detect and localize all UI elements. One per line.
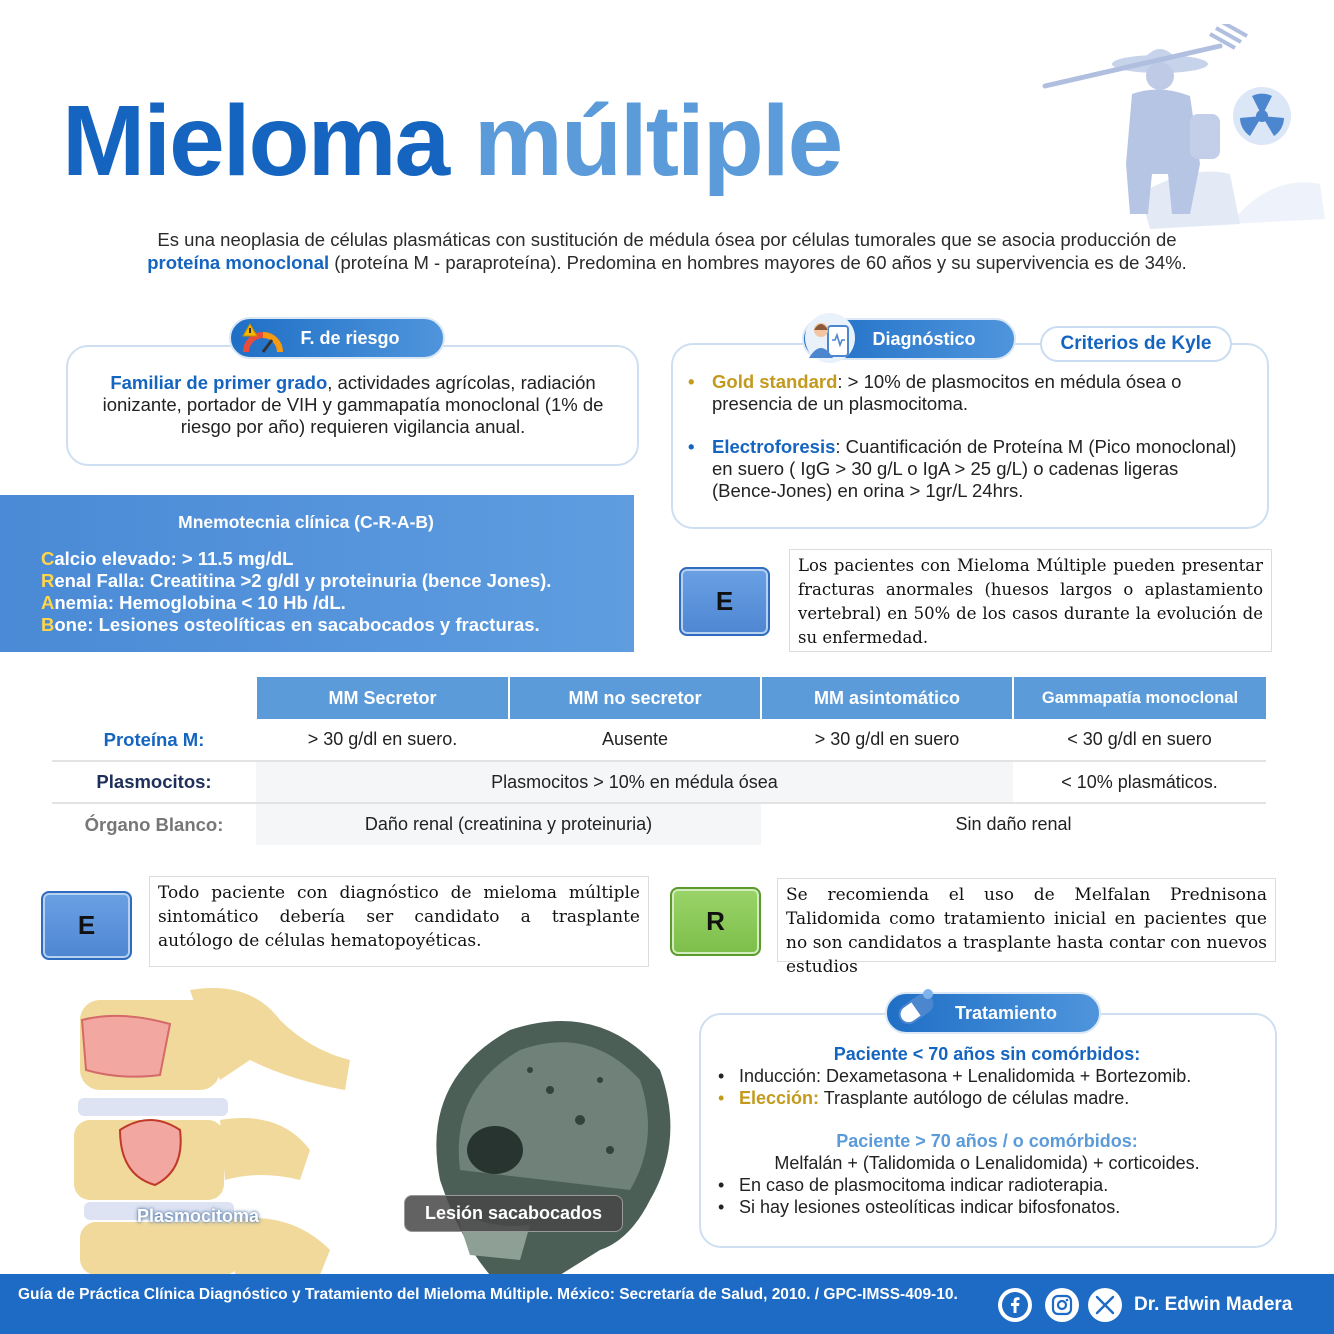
gold-standard-label: Gold standard — [712, 371, 838, 392]
table-row — [52, 803, 1266, 845]
table-corner — [52, 677, 256, 719]
diagnosis-list — [688, 371, 1248, 523]
x-icon[interactable] — [1088, 1288, 1122, 1322]
list-item: • En caso de plasmocitoma indicar radioterapia. — [712, 1174, 1262, 1196]
table-cell: Sin daño renal — [955, 814, 1072, 834]
risk-factors-bold: Familiar de primer grado — [110, 372, 328, 393]
crab-item — [41, 570, 551, 592]
crab-text: one: Lesiones osteolíticas en sacabocados y fracturas. — [54, 614, 540, 635]
table-header: Gammapatía monoclonal — [1013, 677, 1266, 719]
crab-text: alcio elevado: > 11.5 mg/dL — [54, 548, 294, 569]
crab-item — [41, 614, 551, 636]
intro-line-1: Es una neoplasia de células plasmáticas con sustitución de médula ósea por células tumorales que se asocia producción de — [157, 229, 1177, 250]
page-title — [62, 86, 841, 196]
kyle-criteria-pill — [1040, 326, 1232, 362]
crab-item — [41, 592, 551, 614]
evidence-text: Los pacientes con Mieloma Múltiple pueden presentar fracturas anormales (huesos largos o aplastamiento vertebral) en 50% de los casos durante la evolución de su enfermedad. — [789, 549, 1272, 652]
intro-line-2: (proteína M - paraproteína). Predomina en hombres mayores de 60 años y su supervivencia es de 34%. — [329, 252, 1187, 273]
treatment-label: Tratamiento — [954, 1002, 1058, 1023]
list-item: • Inducción: Dexametasona + Lenalidomida + Bortezomib. — [712, 1065, 1262, 1087]
author-name: Dr. Edwin Madera — [1134, 1294, 1293, 1315]
table-cell: Daño renal (creatinina y proteinuria) — [256, 803, 761, 845]
row-label: Órgano Blanco: — [84, 813, 224, 835]
list-item — [712, 1087, 1262, 1109]
crab-letter: B — [41, 614, 55, 635]
facebook-icon[interactable] — [998, 1288, 1032, 1322]
recommendation-badge: R — [670, 887, 761, 956]
crab-text: nemia: Hemoglobina < 10 Hb /dL. — [54, 592, 346, 613]
crab-item — [41, 548, 551, 570]
eleccion-text: Trasplante autólogo de células madre. — [819, 1088, 1130, 1108]
crab-letter: C — [41, 548, 55, 569]
farmer-illustration — [1040, 24, 1330, 234]
title-word-1: Mieloma — [62, 85, 449, 197]
title-word-2: múltiple — [473, 85, 842, 197]
row-label: Plasmocitos: — [52, 761, 256, 803]
plasmocitoma-caption: Plasmocitoma — [136, 1205, 260, 1226]
evidence-text: Todo paciente con diagnóstico de mieloma múltiple sintomático debería ser candidato a trasplante autólogo de células hematopoyéticas. — [149, 876, 649, 967]
table-cell: > 30 g/dl en suero — [761, 719, 1013, 761]
diagnosis-label: Diagnóstico — [872, 328, 976, 349]
electroforesis-text: : Cuantificación de Proteína M (Pico monoclonal) en suero ( IgG > 30 g/L o IgA > 25 g/L) o cadenas ligeras (Bence-Jones) en orina > 1gr/L 24hrs. — [712, 436, 1237, 501]
treatment-content — [712, 1043, 1262, 1218]
table-row — [52, 719, 1266, 761]
footer-citation: Guía de Práctica Clínica Diagnóstico y Tratamiento del Mieloma Múltiple. México: Secretaría de Salud, 2010. / GPC-IMSS-409-10. — [18, 1286, 958, 1303]
crab-letter: A — [41, 592, 55, 613]
treatment-subtitle-old: Paciente > 70 años / o comórbidos: — [836, 1131, 1138, 1151]
intro-paragraph — [60, 228, 1274, 274]
electroforesis-label: Electroforesis — [712, 436, 836, 457]
lesion-caption: Lesión sacabocados — [404, 1195, 623, 1232]
melfalan-text: Melfalán + (Talidomida o Lenalidomida) + corticoides. — [774, 1153, 1200, 1173]
treatment-subtitle-young: Paciente < 70 años sin comórbidos: — [833, 1044, 1141, 1064]
treatment-list-old — [712, 1174, 1262, 1218]
recommendation-text: Se recomienda el uso de Melfalan Prednisona Talidomida como tratamiento inicial en pacientes que no son candidatos a trasplante hasta contar con nuevos estudios — [777, 878, 1276, 962]
table-cell: Plasmocitos > 10% en médula ósea — [256, 761, 1013, 803]
intro-highlight: proteína monoclonal — [147, 252, 330, 273]
risk-factors-label: F. de riesgo — [300, 327, 400, 348]
treatment-list-young — [712, 1065, 1262, 1109]
crab-title: Mnemotecnia clínica (C-R-A-B) — [178, 512, 434, 532]
evidence-badge: E — [679, 567, 770, 636]
list-item: • Si hay lesiones osteolíticas indicar bifosfonatos. — [712, 1196, 1262, 1218]
gold-standard-text: : > 10% de plasmocitos en médula ósea o presencia de un plasmocitoma. — [712, 371, 1182, 414]
kyle-criteria-label: Criterios de Kyle — [1060, 333, 1212, 354]
table-header: MM Secretor — [256, 677, 509, 719]
skull-xray-image — [400, 1000, 680, 1275]
table-cell: Ausente — [509, 719, 761, 761]
row-label: Proteína M: — [52, 719, 256, 761]
diagnosis-item-gold — [688, 371, 1248, 415]
instagram-glyph — [1050, 1293, 1074, 1317]
diagnosis-item-electro — [688, 436, 1248, 502]
gauge-warning-icon — [240, 322, 286, 354]
crab-text: enal Falla: Creatitina >2 g/dl y proteinuria (bence Jones). — [54, 570, 552, 591]
x-glyph — [1094, 1294, 1116, 1316]
crab-list — [41, 548, 551, 636]
risk-factors-body: , actividades agrícolas, radiación ionizante, portador de VIH y gammapatía monoclonal (1% de riesgo por año) requieren vigilancia anual. — [102, 372, 604, 437]
instagram-icon[interactable] — [1045, 1288, 1079, 1322]
table-cell: > 30 g/dl en suero. — [256, 719, 509, 761]
evidence-badge: E — [41, 891, 132, 960]
table-row — [52, 761, 1266, 803]
pill-capsule-icon — [890, 984, 942, 1034]
table-cell: < 30 g/dl en suero — [1013, 719, 1266, 761]
doctor-icon — [804, 312, 856, 364]
table-header: MM no secretor — [509, 677, 761, 719]
eleccion-label: Elección: — [739, 1088, 820, 1108]
crab-letter: R — [41, 570, 55, 591]
table-header: MM asintomático — [761, 677, 1013, 719]
comparison-table — [52, 677, 1266, 845]
facebook-glyph — [1002, 1292, 1028, 1318]
risk-factors-text — [86, 372, 620, 438]
table-cell: < 10% plasmáticos. — [1013, 761, 1266, 803]
